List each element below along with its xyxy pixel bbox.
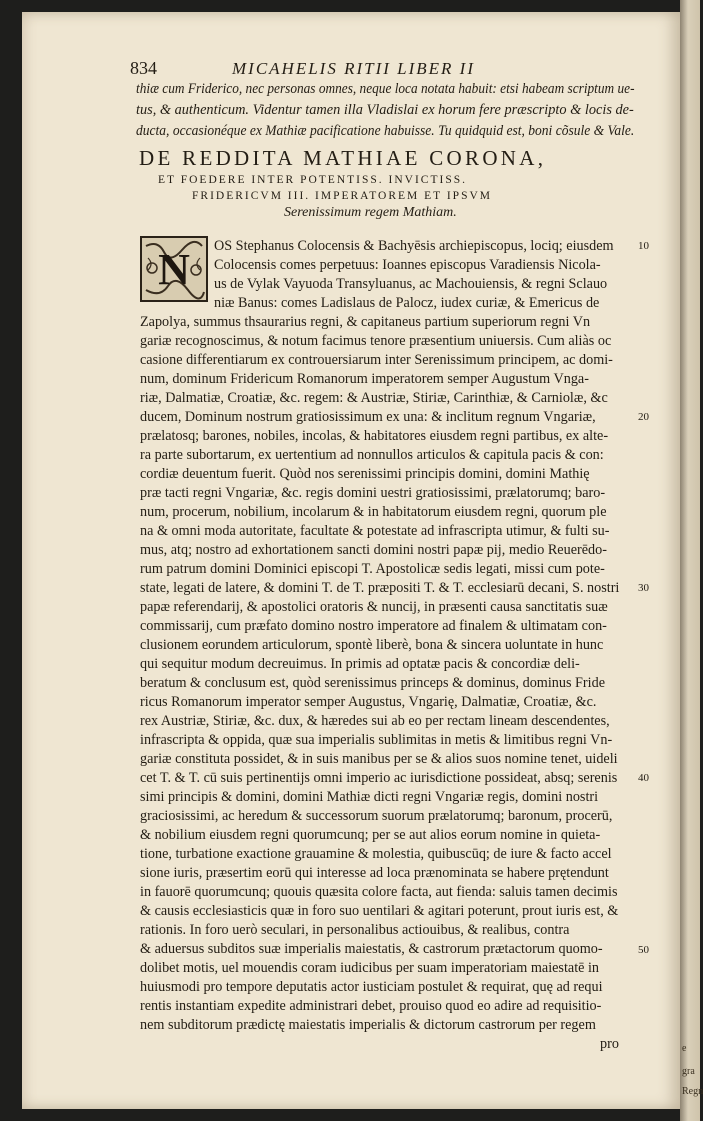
text-line: num, procerum, nobilium, incolarum & in habitatorum eiusdem regni, quorum ple [140,504,607,520]
dropcap-letter: N [158,245,190,294]
text-line: clusionem eorundem articulorum, spontè liberè, bona & sincera uoluntate in hunc [140,637,604,653]
text-line: prælatosq; barones, nobiles, incolas, & habitatores eiusdem regni partibus, ex alte- [140,428,609,444]
text-line: cordiæ deuentum fuerit. Quòd nos serenissimi principis domini, domini Mathię [140,466,590,482]
text-line: riæ, Dalmatiæ, Croatiæ, &c. regem: & Austriæ, Stiriæ, Carinthiæ, & Carniolæ, &c [140,390,608,406]
text-line: Colocensis comes perpetuus: Ioannes episcopus Varadiensis Nicola- [214,257,601,273]
decorative-initial-n [140,236,208,302]
facing-page-fragment: Regn [682,1086,703,1097]
text-line: rationis. In foro uerò seculari, in personalibus actiouibus, & realibus, contra [140,922,570,938]
text-line: infrascripta & oppida, quæ sua imperialis sublimitas in metis & limitibus regni Vn- [140,732,613,748]
text-line: huiusmodi pro tempore deputatis actor iusticiam postulet & requirat, quę ad requi [140,979,603,995]
text-line: ducem, Dominum nostrum gratiosissimum ex una: & inclitum regnum Vngariæ, [140,409,596,425]
page-number: 834 [130,58,157,78]
text-line: Zapolya, summus thsaurarius regni, & capitaneus partium superiorum regni Vn [140,314,591,330]
facing-page-fragment: gra [682,1066,695,1077]
text-line: qui sequitur modum decreuimus. In primis ad optatæ pacis & concordiæ deli- [140,656,580,672]
text-line: cet T. & T. cū suis pertinentijs omni imperio ac iurisdictione possideat, absq; serenis [140,770,618,786]
running-title: MICAHELIS RITII LIBER II [232,59,475,78]
text-line: sione iuris, præsertim eorū qui interesse ad loca prænominata se habere prętendunt [140,865,609,881]
line-number-margin: 10 [638,240,649,252]
catchword: pro [600,1036,619,1052]
facing-page-fragment: e [682,1043,687,1054]
intro-line: tus, & authenticum. Videntur tamen illa Vladislai ex horum fere præscripto & locis de- [136,102,634,118]
text-line: beratum & conclusum est, quòd serenissimus princeps & dominus, dominus Fride [140,675,605,691]
line-number-margin: 50 [638,944,649,956]
text-line: us de Vylak Vayuoda Transyluanus, ac Machouiensis, & regni Sclauo [214,276,608,292]
section-subheading: ET FOEDERE INTER POTENTISS. INVICTISS. [158,174,467,186]
text-line: nem subditorum prædictę maiestatis imperialis & dictorum castrorum per regem [140,1017,596,1033]
intro-line: thiæ cum Friderico, nec personas omnes, neque loca notata habuit: etsi habeam scriptum ue- [136,81,635,97]
facing-page-edge [680,0,703,1121]
text-line: simi principis & domini, domini Mathiæ dicti regni Vngariæ regis, domini nostri [140,789,599,805]
text-line: casione differentiarum ex controuersiarum inter Serenissimum principem, ac domi- [140,352,613,368]
intro-line: ducta, occasionéque ex Mathiæ pacificatione habuisse. Tu quidquid est, boni cõsule & Vale. [136,123,635,139]
text-line: niæ Banus: comes Ladislaus de Palocz, iudex curiæ, & Emericus de [214,295,600,311]
text-line: rex Austriæ, Stiriæ, &c. dux, & hæredes sui ab eo per rectam lineam descendentes, [140,713,610,729]
text-line: rum patrum domini Dominici episcopi T. Apostolicæ sedis legati, missi cum pote- [140,561,605,577]
text-line: state, legati de latere, & domini T. de T. præpositi T. & T. ecclesiarū decani, S. nostri [140,580,620,596]
text-line: ra parte subortarum, ex uertentium ad nonnullos articulos & capitula pacis & con: [140,447,604,463]
text-line: ricus Romanorum imperator semper Augustus, Vngarię, Dalmatiæ, Croatiæ, &c. [140,694,597,710]
text-line: commissarij, cum præfato domino nostro imperatore ad finalem & ultimatam con- [140,618,607,634]
text-line: gariæ constituta possidet, & in suis manibus per se & alios suos nomine tenet, uideli [140,751,618,767]
line-number-margin: 40 [638,772,649,784]
text-line: gariæ recognoscimus, & notum facimus tenore præsentium uniuersis. Cum aliàs oc [140,333,612,349]
book-page [22,12,680,1109]
text-line: & aduersus subditos suæ imperialis maiestatis, & castrorum prætactorum quomo- [140,941,603,957]
text-line: rentis instantiam expedite administrari debet, prouiso quod eo adire ad requisitio- [140,998,602,1014]
line-number-margin: 30 [638,582,649,594]
text-line: tione, turbatione exactione grauamine & molestia, quibuscūq; de iure & facto accel [140,846,612,862]
text-line: graciosissimi, ac heredum & successorum suorum prælatorumq; baronum, procerū, [140,808,613,824]
text-line: & causis ecclesiasticis quæ in foro suo uentilari & agitari poterunt, prout iuris est, & [140,903,619,919]
text-line: OS Stephanus Colocensis & Bachyēsis archiepiscopus, lociq; eiusdem [214,238,614,254]
section-subheading: Serenissimum regem Mathiam. [284,205,457,220]
text-line: num, dominum Fridericum Romanorum imperatorem semper Augustum Vnga- [140,371,589,387]
text-line: in fauorē quorumcunq; quouis quæsita colore facta, aut fienda: saluis tamen decimis [140,884,618,900]
section-subheading: FRIDERICVM III. IMPERATOREM ET IPSVM [192,190,493,202]
line-number-margin: 20 [638,411,649,423]
text-line: na & omni moda autoritate, facultate & potestate ad infrascripta utimur, & fulti su- [140,523,610,539]
text-line: mus, atq; nostro ad exhortationem sancti domini nostri papæ pij, medio Reuerēdo- [140,542,607,558]
text-line: dolibet motis, uel mouendis coram iudicibus per suam imperatoriam maiestatē in [140,960,600,976]
text-line: papæ referendarij, & apostolici oratoris & nuncij, in præsenti causa sanctitatis suæ [140,599,608,615]
text-line: præ tacti regni Vngariæ, &c. regis domini uestri gratiosissimi, prælatorumq; baro- [140,485,606,501]
text-line: & nobilium eiusdem regni quorumcunq; per se aut alios eorum nomine in quieta- [140,827,601,843]
section-heading: DE REDDITA MATHIAE CORONA, [139,146,547,170]
